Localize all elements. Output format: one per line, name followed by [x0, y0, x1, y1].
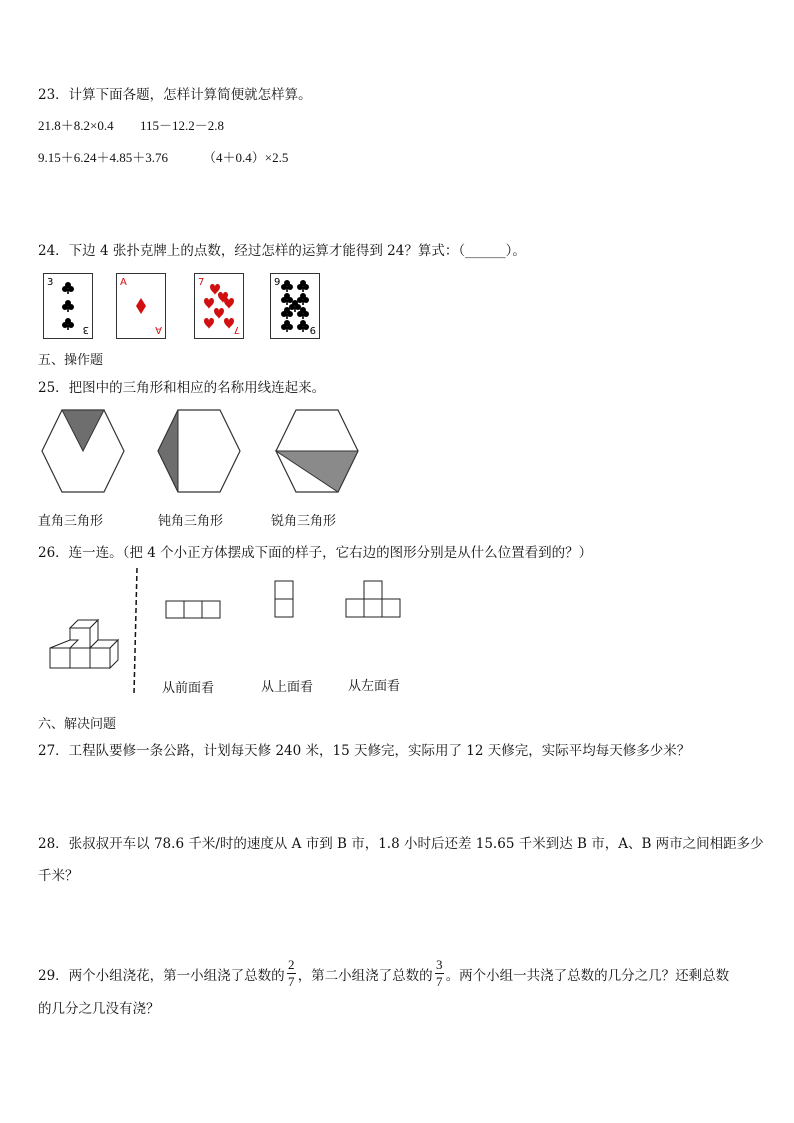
- card-rank-4-bottom: 9: [309, 324, 316, 335]
- view-front-shape: [165, 600, 223, 620]
- label-obtuse-triangle: 钝角三角形: [158, 514, 224, 529]
- playing-card-4: [270, 273, 320, 339]
- cube-stack-figure: [44, 618, 124, 678]
- q29-part-1: 29．两个小组浇花，第一小组浇了总数的: [38, 967, 285, 984]
- label-acute-triangle: 锐角三角形: [271, 514, 337, 529]
- q29-line-2: 的几分之几没有浇？: [38, 1001, 160, 1017]
- section-6-heading: 六、解决问题: [38, 717, 117, 732]
- card-rank-3-bottom: 7: [233, 324, 240, 335]
- card-rank-1-bottom: 3: [82, 324, 89, 335]
- q28-line-2: 千米？: [38, 868, 79, 884]
- q29-part-3: 。两个小组一共浇了总数的几分之几？还剩总数: [445, 967, 730, 984]
- q23-expr-2: 115－12.2－2.8: [140, 118, 225, 133]
- club-icon: [62, 282, 74, 330]
- fraction-3-7-numerator: 3: [435, 957, 443, 972]
- card-rank-2: A: [120, 277, 127, 288]
- hexagon-figure-3: [274, 408, 360, 494]
- card-rank-4: 9: [274, 277, 281, 288]
- q24-title: 24．下边 4 张扑克牌上的点数，经过怎样的运算才能得到 24？算式：（______）。: [38, 243, 526, 259]
- fraction-3-7: [435, 958, 444, 989]
- card-rank-2-bottom: A: [155, 324, 162, 335]
- view-label-left: 从左面看: [348, 679, 401, 694]
- view-top-shape: [274, 580, 296, 620]
- view-left-shape: [345, 580, 403, 620]
- q29-line-1: [38, 958, 729, 989]
- card-rank-3: 7: [198, 277, 205, 288]
- q29-part-2: ，第二小组浇了总数的: [297, 967, 433, 984]
- label-right-triangle: 直角三角形: [38, 514, 104, 529]
- q23-expr-1: 21.8＋8.2×0.4: [38, 118, 114, 133]
- dashed-divider: [134, 568, 140, 694]
- q27-text: 27．工程队要修一条公路，计划每天修 240 米，15 天修完，实际用了 12 天修完，实际平均每天修多少米？: [38, 743, 691, 759]
- hexagon-figure-2: [156, 408, 242, 494]
- q23-title: 23．计算下面各题，怎样计算简便就怎样算。: [38, 87, 312, 103]
- fraction-2-7-numerator: 2: [287, 957, 295, 972]
- playing-card-2: [116, 273, 166, 339]
- q25-title: 25．把图中的三角形和相应的名称用线连起来。: [38, 380, 326, 396]
- view-label-top: 从上面看: [261, 680, 314, 695]
- card-rank-1: 3: [47, 277, 54, 288]
- fraction-3-7-denominator: 7: [435, 974, 443, 989]
- section-5-heading: 五、操作题: [38, 353, 104, 368]
- q28-line-1: 28．张叔叔开车以 78.6 千米/时的速度从 A 市到 B 市，1.8 小时后还差 15.65 千米到达 B 市，A、B 两市之间相距多少: [38, 836, 764, 852]
- view-label-front: 从前面看: [162, 681, 215, 696]
- q23-expr-3: 9.15＋6.24＋4.85＋3.76: [38, 150, 169, 165]
- q23-expr-4: （4＋0.4）×2.5: [203, 150, 289, 165]
- playing-card-1: [43, 273, 93, 339]
- fraction-2-7-denominator: 7: [287, 974, 295, 989]
- playing-card-3: [194, 273, 244, 339]
- hexagon-figure-1: [40, 408, 126, 494]
- fraction-2-7: [287, 958, 296, 989]
- q26-title: 26．连一连。（把 4 个小正方体摆成下面的样子，它右边的图形分别是从什么位置看到的？）: [38, 545, 593, 561]
